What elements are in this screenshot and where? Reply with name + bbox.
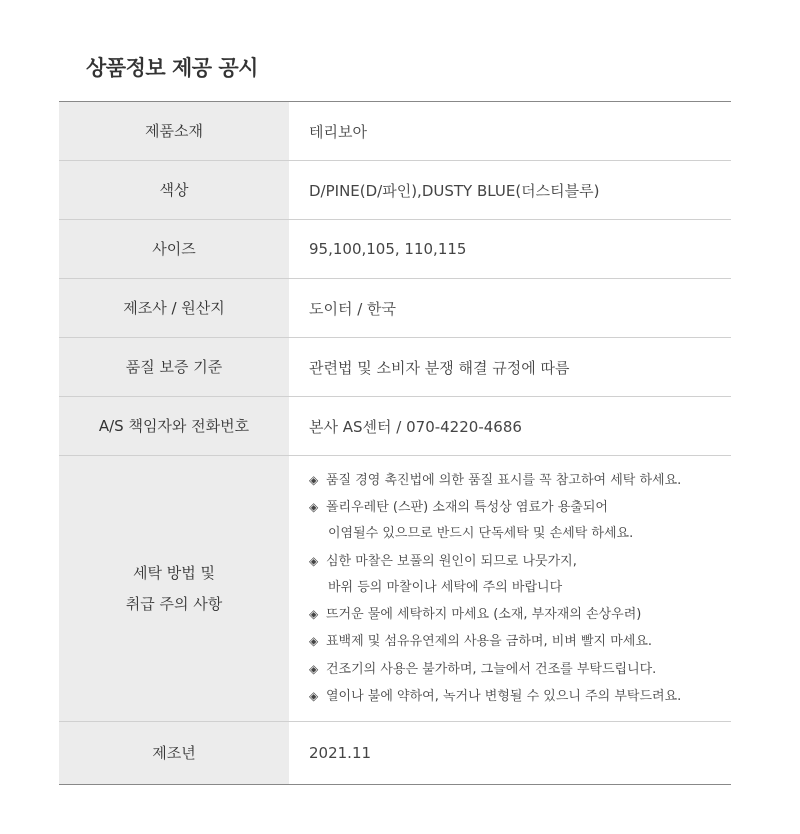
diamond-bullet-icon: ◈ [309, 607, 319, 622]
list-item-continuation: 이염될수 있으므로 반드시 단독세탁 및 손세탁 하세요. [328, 526, 634, 542]
row-value: D/PINE(D/파인),DUSTY BLUE(더스티블루) [309, 181, 600, 200]
row-value: 본사 AS센터 / 070-4220-4686 [309, 417, 522, 436]
diamond-bullet-icon: ◈ [309, 689, 319, 704]
care-value [289, 456, 731, 721]
care-label-line2: 취급 주의 사항 [125, 594, 223, 613]
diamond-bullet-icon: ◈ [309, 472, 319, 487]
table-row-as-contact [59, 397, 731, 456]
page-title: 상품정보 제공 공시 [86, 56, 258, 80]
care-instructions-list [309, 467, 681, 711]
row-label: 제조년 [59, 722, 289, 784]
diamond-bullet-icon: ◈ [309, 661, 319, 676]
diamond-bullet-icon: ◈ [309, 634, 319, 649]
row-label: 색상 [59, 161, 289, 219]
row-value: 테리보아 [309, 122, 367, 141]
list-item: ◈ 표백제 및 섬유유연제의 사용을 금하며, 비벼 빨지 마세요. [309, 628, 681, 655]
row-value: 2021.11 [309, 744, 372, 762]
diamond-bullet-icon: ◈ [309, 499, 319, 514]
row-value: 도이터 / 한국 [309, 299, 397, 318]
list-item: ◈ 열이나 불에 약하여, 녹거나 변형될 수 있으니 주의 부탁드려요. [309, 683, 681, 710]
list-item: ◈ 뜨거운 물에 세탁하지 마세요 (소재, 부자재의 손상우려) [309, 601, 681, 628]
list-item-continuation: 바위 등의 마찰이나 세탁에 주의 바랍니다 [328, 579, 563, 595]
row-label: 제조사 / 원산지 [59, 279, 289, 337]
row-label: 사이즈 [59, 220, 289, 278]
row-value: 95,100,105, 110,115 [309, 240, 467, 258]
row-value: 관련법 및 소비자 분쟁 해결 규정에 따름 [309, 358, 570, 377]
list-item: ◈ 건조기의 사용은 불가하며, 그늘에서 건조를 부탁드립니다. [309, 656, 681, 683]
table-row-year [59, 722, 731, 785]
row-label: 제품소재 [59, 102, 289, 160]
table-row-care [59, 456, 731, 722]
diamond-bullet-icon: ◈ [309, 553, 319, 568]
product-info-table [59, 101, 731, 785]
table-row-color [59, 161, 731, 220]
table-row-quality [59, 338, 731, 397]
list-item: ◈ 품질 경영 촉진법에 의한 품질 표시를 꼭 참고하여 세탁 하세요. [309, 467, 681, 494]
row-label: A/S 책임자와 전화번호 [59, 397, 289, 455]
list-item: ◈ 심한 마찰은 보풀의 원인이 되므로 나뭇가지, [309, 548, 681, 575]
table-row-manufacturer [59, 279, 731, 338]
table-row-material [59, 102, 731, 161]
table-row-size [59, 220, 731, 279]
care-label-line1: 세탁 방법 및 [133, 563, 215, 582]
row-label: 품질 보증 기준 [59, 338, 289, 396]
list-item: ◈ 폴리우레탄 (스판) 소재의 특성상 염료가 용출되어 [309, 494, 681, 521]
care-label [59, 456, 289, 721]
